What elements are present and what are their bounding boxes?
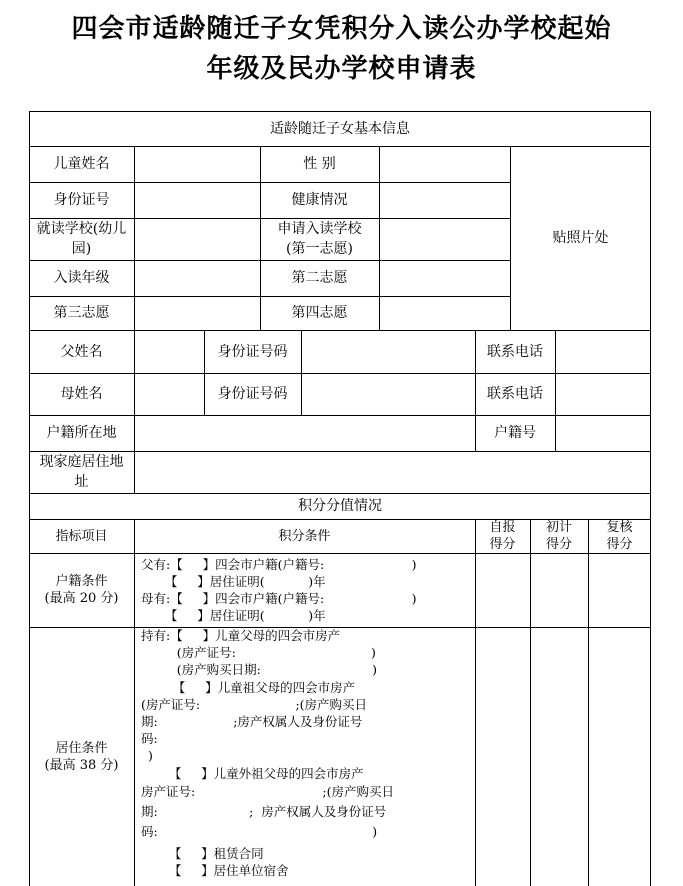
hukou-line-4: 【 】居住证明( )年 xyxy=(141,608,326,623)
hukou-line-2: 【 】居住证明( )年 xyxy=(141,574,326,589)
residence-line-9: 【 】儿童外祖父母的四会市房产 xyxy=(141,766,364,781)
field-address[interactable] xyxy=(134,451,651,493)
residence-line-8: ) xyxy=(148,748,153,763)
label-hukou-condition xyxy=(29,553,134,627)
residence-line-13: 【 】租赁合同 xyxy=(141,846,264,861)
field-id-number[interactable] xyxy=(134,182,260,218)
label-mother-id: 身份证号码 xyxy=(217,386,288,402)
label-hukou-location: 户籍所在地 xyxy=(46,425,117,441)
field-grade[interactable] xyxy=(134,260,260,296)
residence-line-3: (房产购买日期: ) xyxy=(141,662,377,677)
section-points: 积分分值情况 xyxy=(298,498,382,514)
residence-review-score[interactable] xyxy=(588,627,651,886)
label-residence-condition xyxy=(29,627,134,886)
field-gender[interactable] xyxy=(379,146,510,182)
label-father-phone: 联系电话 xyxy=(487,343,543,360)
residence-line-10: 房产证号: ;(房产购买日 xyxy=(141,784,394,799)
field-child-name[interactable] xyxy=(134,146,260,182)
field-third-choice[interactable] xyxy=(134,296,260,330)
field-apply-school[interactable] xyxy=(379,218,510,260)
field-hukou-location[interactable] xyxy=(134,415,475,451)
form-title-line-1: 四会市适龄随迁子女凭积分入读公办学校起始 xyxy=(71,14,612,44)
field-mother-name[interactable] xyxy=(134,373,204,415)
field-second-choice[interactable] xyxy=(379,260,510,296)
field-father-name[interactable] xyxy=(134,330,204,373)
hukou-self-score[interactable] xyxy=(475,553,530,627)
hukou-line-3: 母有:【 】四会市户籍(户籍号: ) xyxy=(141,591,417,606)
residence-line-2: (房产证号: ) xyxy=(141,645,376,660)
field-father-id[interactable] xyxy=(301,330,475,373)
hukou-condition-max: (最高 20 分) xyxy=(44,591,119,606)
field-mother-id[interactable] xyxy=(301,373,475,415)
photo-area[interactable]: 贴照片处 xyxy=(552,230,609,246)
label-father-id: 身份证号码 xyxy=(217,343,288,360)
label-father-name: 父姓名 xyxy=(60,343,103,360)
residence-line-12: 码: ) xyxy=(141,824,378,839)
field-mother-phone[interactable] xyxy=(555,373,651,415)
field-health[interactable] xyxy=(379,182,510,218)
header-condition: 积分条件 xyxy=(278,528,331,544)
residence-initial-score[interactable] xyxy=(530,627,588,886)
residence-condition-label: 居住条件 xyxy=(55,740,108,756)
section-basic-info: 适龄随迁子女基本信息 xyxy=(270,120,410,137)
label-grade: 入读年级 xyxy=(53,270,110,286)
label-gender: 性 别 xyxy=(303,156,336,172)
label-second-choice: 第二志愿 xyxy=(291,270,348,286)
label-fourth-choice: 第四志愿 xyxy=(291,305,348,321)
residence-line-14: 【 】居住单位宿舍 xyxy=(141,863,289,878)
header-item: 指标项目 xyxy=(55,528,108,544)
residence-line-4: 【 】儿童祖父母的四会市房产 xyxy=(141,680,356,695)
residence-line-1: 持有:【 】儿童父母的四会市房产 xyxy=(141,628,341,643)
label-apply-school: 申请入读学校(第一志愿) xyxy=(277,221,362,257)
residence-line-6: 期: ;房产权属人及身份证号 xyxy=(141,714,363,729)
label-child-name: 儿童姓名 xyxy=(53,156,110,172)
header-initial-score: 初计得分 xyxy=(545,520,572,552)
hukou-condition-label: 户籍条件 xyxy=(55,574,108,589)
field-current-school[interactable] xyxy=(134,218,260,260)
hukou-review-score[interactable] xyxy=(588,553,651,627)
label-hukou-number: 户籍号 xyxy=(494,425,536,441)
form-title-line-2: 年级及民办学校申请表 xyxy=(206,54,477,84)
field-fourth-choice[interactable] xyxy=(379,296,510,330)
label-current-school: 就读学校(幼儿园) xyxy=(36,221,127,257)
residence-line-7: 码: xyxy=(141,731,158,746)
label-health: 健康情况 xyxy=(291,192,348,208)
header-self-score: 自报得分 xyxy=(489,520,516,552)
field-hukou-number[interactable] xyxy=(555,415,651,451)
header-review-score: 复核得分 xyxy=(606,520,633,552)
residence-line-11: 期: ; 房产权属人及身份证号 xyxy=(141,804,387,819)
label-third-choice: 第三志愿 xyxy=(53,305,110,321)
label-address: 现家庭居住地址 xyxy=(39,454,124,490)
label-mother-phone: 联系电话 xyxy=(487,386,543,402)
hukou-line-1: 父有:【 】四会市户籍(户籍号: ) xyxy=(141,557,417,572)
field-father-phone[interactable] xyxy=(555,330,651,373)
residence-self-score[interactable] xyxy=(475,627,530,886)
hukou-initial-score[interactable] xyxy=(530,553,588,627)
label-id-number: 身份证号 xyxy=(53,192,110,208)
residence-line-5: (房产证号: ;(房产购买日 xyxy=(141,697,368,712)
residence-condition-max: (最高 38 分) xyxy=(44,757,119,773)
label-mother-name: 母姓名 xyxy=(60,386,103,402)
